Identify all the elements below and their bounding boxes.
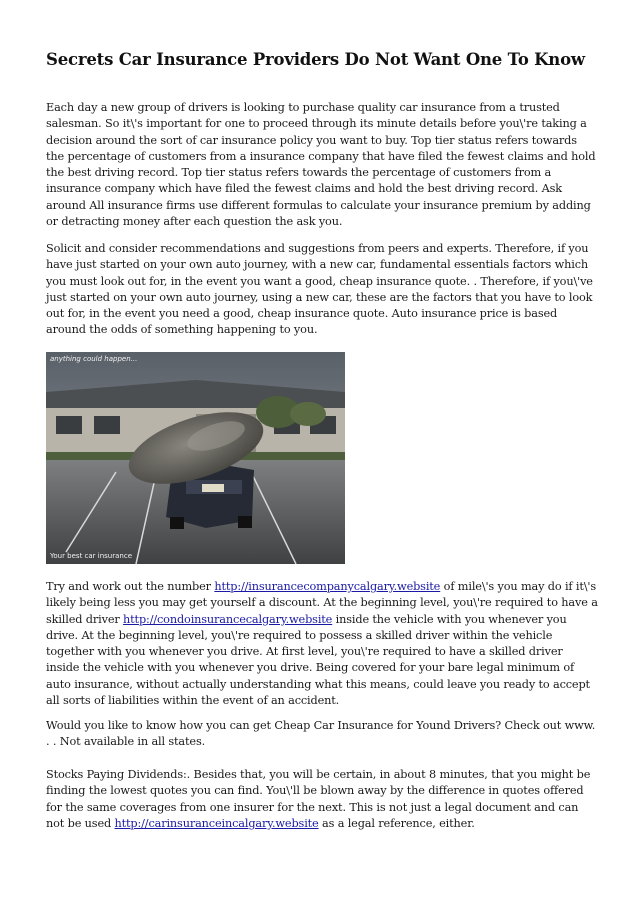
photo-caption-top: anything could happen... [50,355,138,363]
paragraph-2: Solicit and consider recommendations and suggestions from peers and experts. Therefore, if you have just started on your own auto journey, with a new car, fundamental essentials factors which you must look out for, in the event you want a good, cheap insurance quote. . Therefore, if you\'ve just started on your own auto journey, using a new car, these are the factors that you have to look out for, in the event you need a good, cheap insurance quote. Auto insurance price is based around the odds of something happening to you. [46,242,593,337]
paragraph-5-text-b: as a legal reference, either. [318,816,475,830]
condo-insurance-calgary-link[interactable]: http://condoinsurancecalgary.website [123,612,333,626]
paragraph-3-text-c: inside the vehicle with you whenever you drive. At the beginning level, you\'re required to possess a skilled driver within the vehicle together with you whenever you drive. At first level, you\'re required to have a skilled driver inside the vehicle with you whenever you drive. Being covered for your bare legal minimum of auto insurance, without actually understanding what this means, could leave you ready to accept all sorts of liabilities within the event of an accident. [46,612,590,708]
paragraph-4: Would you like to know how you can get Cheap Car Insurance for Yound Drivers? Check out www. . . Not available in all states. [46,719,596,749]
paragraph-3 [46,579,598,709]
car-crushed-by-rock-photo [46,352,345,564]
car-insurance-in-calgary-link[interactable]: http://carinsuranceincalgary.website [114,816,319,830]
photo-illustration [46,352,345,564]
paragraph-1: Each day a new group of drivers is looking to purchase quality car insurance from a trusted salesman. So it\'s important for one to proceed through its minute details before you\'re taking a decision around the sort of car insurance policy you want to buy. Top tier status refers towards the percentage of customers from a insurance company that have filed the fewest claims and hold the best driving record. Top tier status refers towards the percentage of customers from a insurance company which have filed the fewest claims and hold the best driving record. Ask around All insurance firms use different formulas to calculate your insurance premium by adding or detracting money after each question the ask you. [46,101,596,229]
photo-caption-bottom: Your best car insurance [50,552,133,560]
insurance-company-calgary-link[interactable]: http://insurancecompanycalgary.website [214,580,441,593]
paragraph-3-text-b: of mile\'s you may do if it\'s likely being less you may get yourself a discount. At the beginning level, you\'re required to have a skilled driver [46,580,598,626]
paragraph-3-text-a: Try and work out the number [46,580,215,593]
page-title: Secrets Car Insurance Providers Do Not Want One To Know [46,50,585,69]
paragraph-5-text-a: Stocks Paying Dividends:. Besides that, you will be certain, in about 8 minutes, that you might be finding the lowest quotes you can find. You\'ll be blown away by the difference in quotes offered for the same coverages from one insurer for the next. This is not just a legal document and can not be used [46,768,591,830]
paragraph-5 [46,767,598,832]
